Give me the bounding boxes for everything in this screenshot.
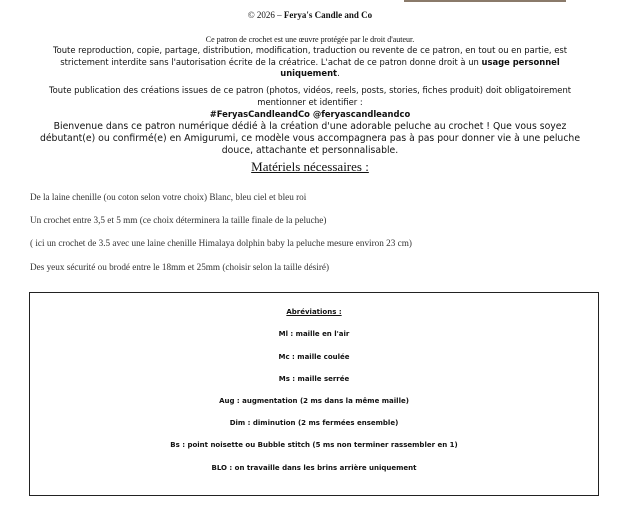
abbreviation-item: Mc : maille coulée bbox=[278, 353, 350, 361]
abbreviation-item: Dim : diminution (2 ms fermées ensemble) bbox=[229, 419, 399, 427]
abbreviations-box bbox=[29, 292, 599, 496]
copyright-year: © 2026 – bbox=[247, 10, 284, 20]
abbreviation-item: Ml : maille en l'air bbox=[278, 330, 350, 338]
abbreviation-item: BLO : on travaille dans les brins arrière uniquement bbox=[211, 464, 417, 472]
materials-item: Des yeux sécurité ou brodé entre le 18mm et 25mm (choisir selon la taille désiré) bbox=[30, 262, 330, 272]
brand-name: Ferya's Candle and Co bbox=[283, 10, 373, 20]
hashtags: #FeryasCandleandCo @feryascandleandco bbox=[209, 109, 411, 119]
abbreviations-heading: Abréviations : bbox=[286, 308, 342, 316]
top-divider bbox=[404, 0, 566, 2]
abbreviation-item: Bs : point noisette ou Bubble stitch (5 ms non terminer rassembler en 1) bbox=[170, 441, 458, 449]
reproduction-end: . bbox=[337, 68, 340, 78]
materials-item: Un crochet entre 3,5 et 5 mm (ce choix déterminera la taille finale de la peluche) bbox=[30, 215, 327, 225]
materials-item: De la laine chenille (ou coton selon votre choix) Blanc, bleu ciel et bleu roi bbox=[30, 192, 307, 202]
welcome-paragraph: Bienvenue dans ce patron numérique dédié à la création d'une adorable peluche au crochet ! Que vous soyez débutant(e) ou confirmé(e) en Amigurumi, ce modèle vous accompagnera pas à pas pour donner vie à une peluche douce, attachante et personnalisable. bbox=[39, 121, 581, 157]
copyright-line bbox=[0, 10, 620, 20]
abbreviation-item: Aug : augmentation (2 ms dans la même maille) bbox=[219, 397, 409, 405]
reproduction-text: Toute reproduction, copie, partage, distribution, modification, traduction ou revente de ce patron, en tout ou en partie, est strictement interdite sans l'autorisation écrite de la créatrice. L'achat de ce patron donne droit à un bbox=[52, 45, 568, 67]
abbreviation-item: Ms : maille serrée bbox=[278, 375, 350, 383]
publication-notice: Toute publication des créations issues de ce patron (photos, vidéos, reels, posts, stories, fiches produit) doit obligatoirement mentionner et identifier : bbox=[48, 85, 572, 107]
materials-item: ( ici un crochet de 3.5 avec une laine chenille Himalaya dolphin baby la peluche mesure environ 23 cm) bbox=[30, 238, 412, 248]
personal-use-emphasis: usage personnel uniquement bbox=[280, 56, 560, 78]
protection-notice: Ce patron de crochet est une œuvre protégée par le droit d'auteur. bbox=[205, 35, 415, 44]
reproduction-notice bbox=[34, 45, 586, 80]
materials-heading: Matériels nécessaires : bbox=[251, 159, 369, 174]
